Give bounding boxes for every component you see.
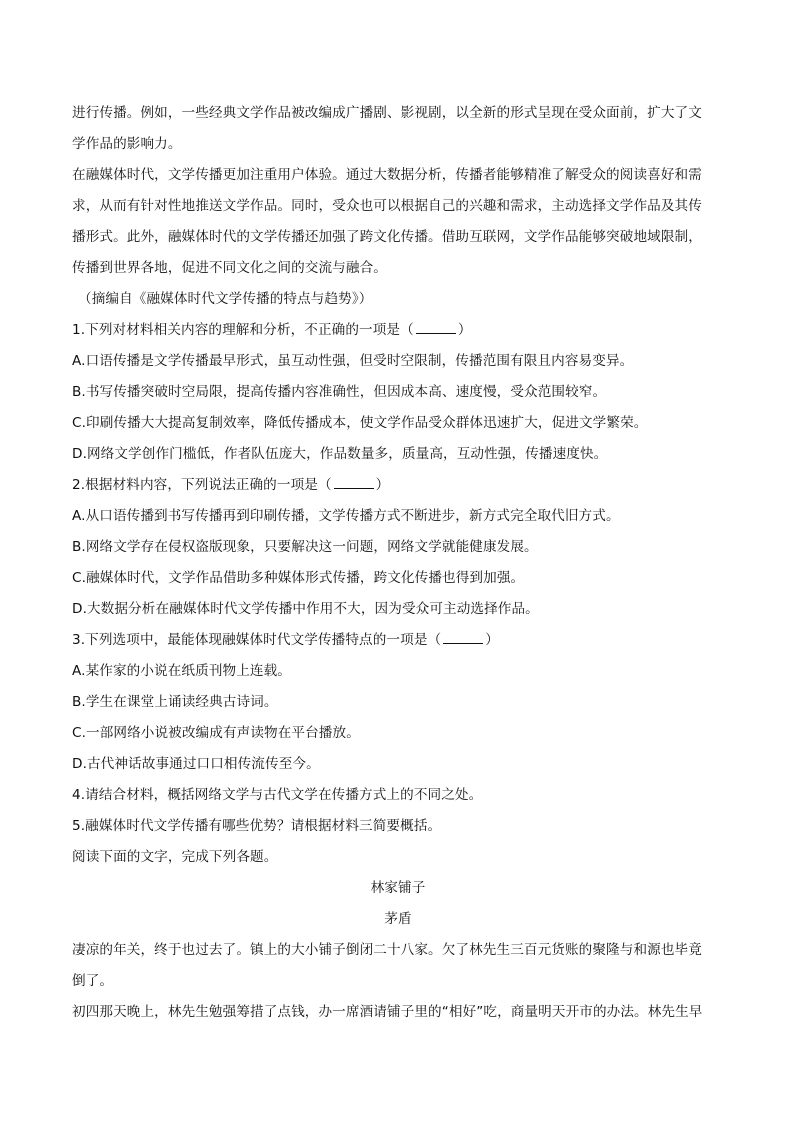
- paragraph-line: 求，从而有针对性地推送文学作品。同时，受众也可以根据自己的兴趣和需求，主动选择文学作品及其传: [72, 198, 702, 214]
- paragraph-line: 学作品的影响力。: [72, 136, 182, 152]
- question-3-option-d: D.古代神话故事通过口口相传流传至今。: [72, 756, 320, 772]
- reading-instruction: 阅读下面的文字，完成下列各题。: [72, 849, 278, 865]
- question-3-option-b: B.学生在课堂上诵读经典古诗词。: [72, 694, 278, 710]
- source-citation: （摘编自《融媒体时代文学传播的特点与趋势》）: [78, 291, 373, 307]
- paragraph-line: 进行传播。例如，一些经典文学作品被改编成广播剧、影视剧，以全新的形式呈现在受众面前，扩大了文: [72, 105, 702, 121]
- answer-blank[interactable]: [443, 630, 483, 644]
- question-stem-close: ）: [375, 477, 390, 493]
- paragraph-line: 播形式。此外，融媒体时代的文学传播还加强了跨文化传播。借助互联网，文学作品能够突破地域限制，: [72, 229, 702, 245]
- question-2-option-a: A.从口语传播到书写传播再到印刷传播，文学传播方式不断进步，新方式完全取代旧方式。: [72, 508, 620, 524]
- story-line: 初四那天晚上，林先生勉强筹措了点钱，办一席酒请铺子里的“相好”吃，商量明天开市的办法。林先生早: [72, 1004, 703, 1020]
- question-5: 5.融媒体时代文学传播有哪些优势？请根据材料三简要概括。: [72, 818, 442, 834]
- question-2-option-b: B.网络文学存在侵权盗版现象，只要解决这一问题，网络文学就能健康发展。: [72, 539, 538, 555]
- question-1-option-c: C.印刷传播大大提高复制效率，降低传播成本，使文学作品受众群体迅速扩大，促进文学繁荣。: [72, 415, 648, 431]
- question-stem-text: 2.根据材料内容，下列说法正确的一项是（: [72, 477, 332, 493]
- question-2-stem: [72, 475, 724, 495]
- question-3-option-a: A.某作家的小说在纸质刊物上连载。: [72, 663, 291, 679]
- question-stem-close: ）: [457, 322, 472, 338]
- story-author: 茅盾: [384, 911, 412, 927]
- answer-blank[interactable]: [416, 320, 456, 334]
- question-stem-text: 1.下列对材料相关内容的理解和分析，不正确的一项是（: [72, 322, 414, 338]
- question-4: 4.请结合材料，概括网络文学与古代文学在传播方式上的不同之处。: [72, 787, 483, 803]
- question-2-option-c: C.融媒体时代，文学作品借助多种媒体形式传播，跨文化传播也得到加强。: [72, 570, 525, 586]
- question-1-stem: [72, 320, 724, 340]
- question-1-option-b: B.书写传播突破时空局限，提高传播内容准确性，但因成本高、速度慢，受众范围较窄。: [72, 384, 607, 400]
- paragraph-line: 在融媒体时代，文学传播更加注重用户体验。通过大数据分析，传播者能够精准了解受众的阅读喜好和需: [72, 167, 702, 183]
- story-title: 林家铺子: [370, 880, 426, 896]
- paragraph-line: 传播到世界各地，促进不同文化之间的交流与融合。: [72, 260, 387, 276]
- question-3-option-c: C.一部网络小说被改编成有声读物在平台播放。: [72, 725, 360, 741]
- story-line: 倒了。: [72, 973, 114, 989]
- answer-blank[interactable]: [334, 475, 374, 489]
- question-1-option-a: A.口语传播是文学传播最早形式，虽互动性强，但受时空限制，传播范围有限且内容易变异。: [72, 353, 634, 369]
- question-1-option-d: D.网络文学创作门槛低，作者队伍庞大，作品数量多，质量高，互动性强，传播速度快。: [72, 446, 608, 462]
- question-stem-close: ）: [485, 632, 499, 648]
- question-stem-text: 3.下列选项中，最能体现融媒体时代文学传播特点的一项是（: [72, 632, 442, 648]
- question-2-option-d: D.大数据分析在融媒体时代文学传播中作用不大，因为受众可主动选择作品。: [72, 601, 539, 617]
- story-line: 凄凉的年关，终于也过去了。镇上的大小铺子倒闭二十八家。欠了林先生三百元货账的聚隆与和源也毕竟: [72, 942, 702, 958]
- question-3-stem: [72, 630, 724, 650]
